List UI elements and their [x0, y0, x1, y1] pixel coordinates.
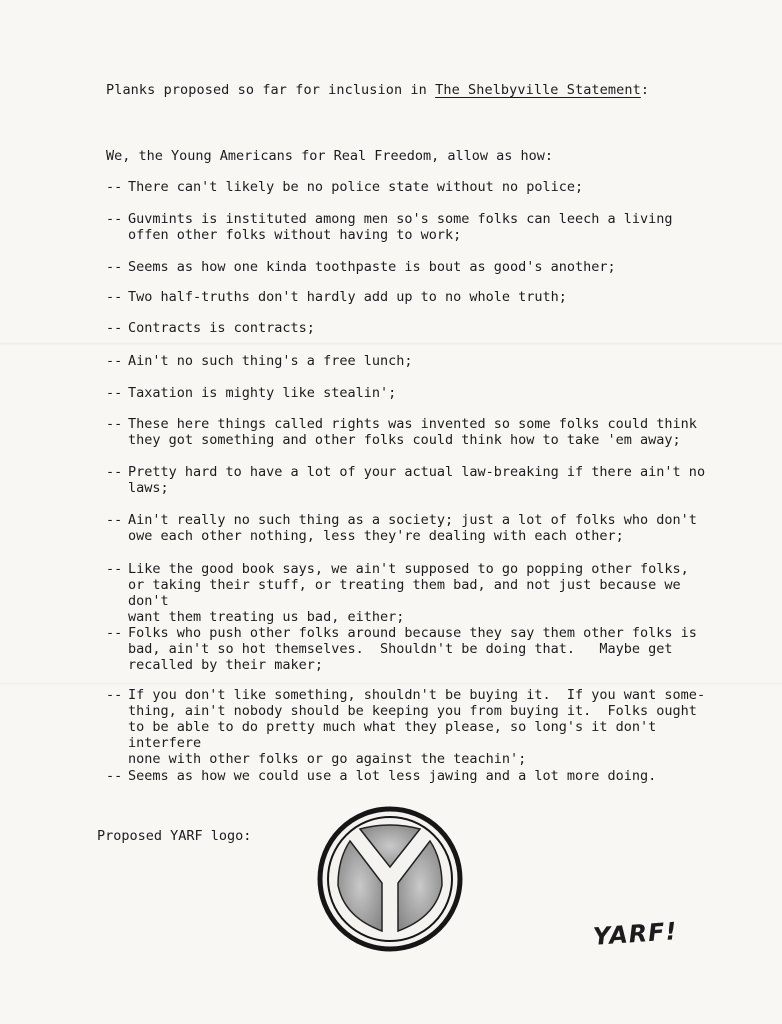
plank-item [106, 768, 726, 784]
plank-text: These here things called rights was invented so some folks could think they got something and other folks could think how to take 'em away; [128, 416, 697, 448]
plank-text: Taxation is mighty like stealin'; [128, 385, 397, 401]
plank-dash: -- [106, 687, 123, 703]
plank-text: There can't likely be no police state without no police; [128, 179, 584, 195]
plank-text: If you don't like something, shouldn't be buying it. If you want some- thing, ain't nobody should be keeping you from buying it. Folks ought to be able to do pretty much what they please, so long's it don't interfere none with other folks or go against the teachin'; [128, 687, 706, 767]
plank-dash: -- [106, 561, 123, 577]
plank-item [106, 385, 726, 401]
document-heading [106, 82, 649, 98]
plank-text: Seems as how one kinda toothpaste is bout as good's another; [128, 259, 616, 275]
plank-dash: -- [106, 625, 123, 641]
plank-dash: -- [106, 259, 123, 275]
plank-dash: -- [106, 320, 123, 336]
plank-item [106, 561, 726, 625]
plank-item [106, 179, 726, 195]
plank-dash: -- [106, 768, 123, 784]
plank-item [106, 512, 726, 544]
plank-text: Contracts is contracts; [128, 320, 315, 336]
plank-text: Guvmints is instituted among men so's some folks can leech a living offen other folks without having to work; [128, 211, 673, 243]
logo-label: Proposed YARF logo: [97, 828, 252, 844]
plank-item [106, 416, 726, 448]
plank-text: Pretty hard to have a lot of your actual law-breaking if there ain't no laws; [128, 464, 706, 496]
plank-text: Folks who push other folks around because they say them other folks is bad, ain't so hot themselves. Shouldn't be doing that. Maybe get recalled by their maker; [128, 625, 697, 673]
plank-text: Seems as how we could use a lot less jawing and a lot more doing. [128, 768, 657, 784]
heading-text: Planks proposed so far for inclusion in [106, 82, 436, 98]
plank-dash: -- [106, 416, 123, 432]
yarf-signature: YARF! [592, 917, 679, 951]
plank-item [106, 464, 726, 496]
plank-text: Ain't no such thing's a free lunch; [128, 353, 413, 369]
plank-item [106, 687, 726, 767]
plank-dash: -- [106, 289, 123, 305]
plank-item [106, 625, 726, 673]
plank-item [106, 320, 726, 336]
plank-item [106, 289, 726, 305]
plank-dash: -- [106, 385, 123, 401]
plank-text: Ain't really no such thing as a society; just a lot of folks who don't owe each other nothing, less they're dealing with each other; [128, 512, 697, 544]
plank-text: Like the good book says, we ain't supposed to go popping other folks, or taking their stuff, or treating them bad, and not just because we don't want them treating us bad, either; [128, 561, 689, 625]
plank-dash: -- [106, 179, 123, 195]
statement-title: The Shelbyville Statement [435, 82, 641, 98]
plank-text: Two half-truths don't hardly add up to no whole truth; [128, 289, 567, 305]
plank-dash: -- [106, 211, 123, 227]
plank-item [106, 353, 726, 369]
yarf-logo-icon [316, 805, 464, 953]
plank-item [106, 259, 726, 275]
plank-dash: -- [106, 353, 123, 369]
intro-line: We, the Young Americans for Real Freedom, allow as how: [106, 148, 554, 164]
heading-colon: : [640, 82, 650, 98]
plank-dash: -- [106, 512, 123, 528]
plank-item [106, 211, 726, 243]
plank-dash: -- [106, 464, 123, 480]
